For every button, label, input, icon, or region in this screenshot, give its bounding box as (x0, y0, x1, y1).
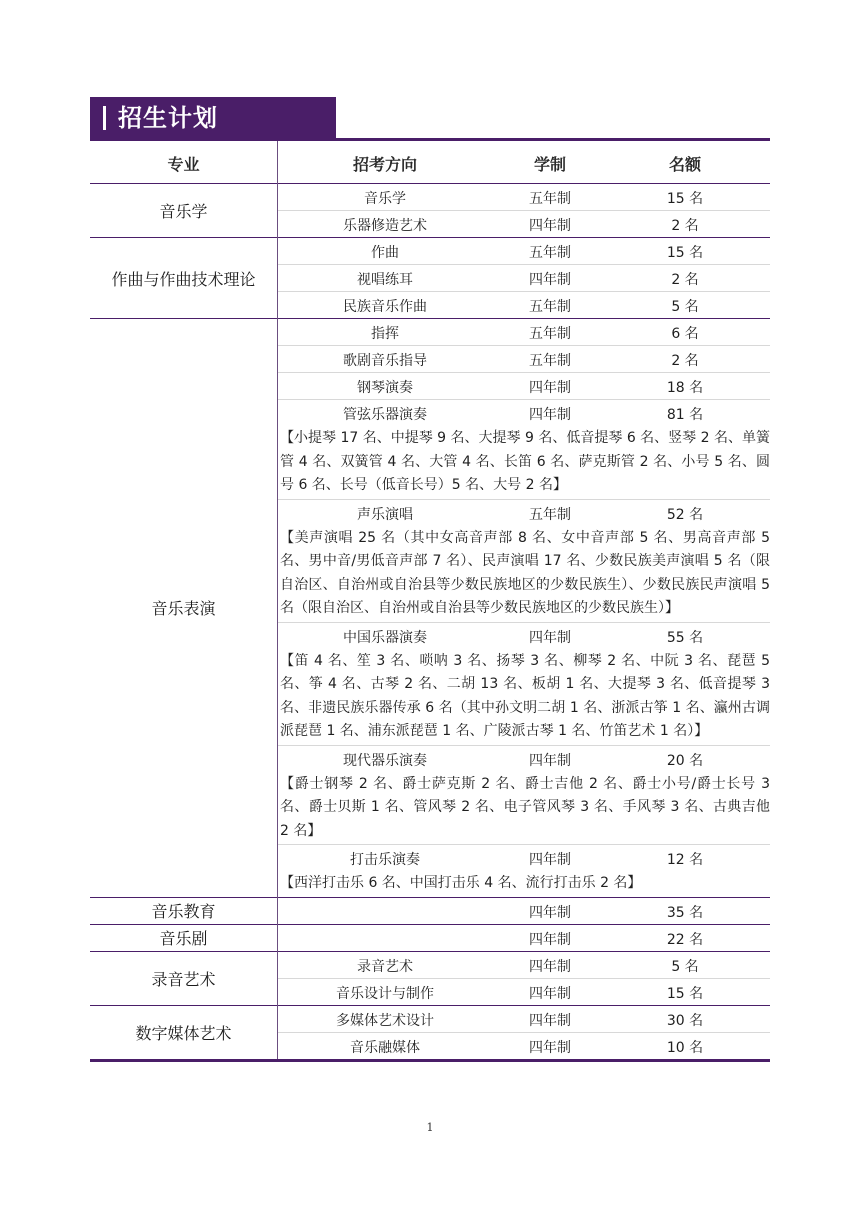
direction-cell: 指挥 (371, 326, 399, 342)
major-name: 音乐表演 (151, 599, 216, 619)
table-row (278, 291, 770, 318)
major-name: 作曲与作曲技术理论 (111, 269, 256, 289)
system-cell: 四年制 (529, 272, 571, 288)
direction-note: 【笛 4 名、笙 3 名、唢呐 3 名、扬琴 3 名、柳琴 2 名、中阮 3 名、琵琶 5 名、筝 4 名、古琴 2 名、二胡 13 名、板胡 1 名、大提琴 3 名、低音提琴 3 名、非遗民族乐器传承 6 名（其中孙文明二胡 1 名、浙派古筝 1 名、瀛州古调派琵琶 1 名、浦东派琵琶 1 名、广陵派古琴 1 名、竹笛艺术 1 名）】 (280, 652, 770, 739)
quota-cell: 15 名 (666, 191, 704, 207)
direction-cell: 音乐学 (364, 191, 406, 207)
table-row (278, 345, 770, 372)
direction-cell: 作曲 (371, 245, 399, 261)
direction-note: 【西洋打击乐 6 名、中国打击乐 4 名、流行打击乐 2 名】 (280, 875, 642, 891)
quota-cell: 22 名 (666, 931, 704, 948)
system-cell: 四年制 (529, 752, 571, 769)
quota-cell: 2 名 (671, 272, 699, 288)
quota-cell: 20 名 (666, 752, 704, 769)
direction-cell: 打击乐演奏 (350, 852, 420, 868)
quota-cell: 52 名 (666, 506, 704, 523)
column-divider (277, 141, 278, 1059)
direction-cell: 音乐设计与制作 (336, 985, 434, 1002)
enrollment-table (90, 141, 770, 1062)
major-name: 音乐学 (159, 202, 208, 221)
system-cell: 四年制 (529, 904, 571, 921)
system-cell: 四年制 (529, 852, 571, 868)
table-row (278, 978, 770, 1005)
direction-cell: 歌剧音乐指导 (343, 353, 427, 369)
quota-cell: 81 名 (666, 407, 704, 423)
quota-cell: 2 名 (671, 218, 699, 234)
table-row (278, 1006, 770, 1032)
direction-note: 【美声演唱 25 名（其中女高音声部 8 名、女中音声部 5 名、男高音声部 5 名、男中音/男低音声部 7 名）、民声演唱 17 名、少数民族美声演唱 5 名（限自治区、自治州或自治县等少数民族地区的少数民族生）、少数民族民声演唱 5 名（限自治区、自治州或自治县等少数民族地区的少数民族生）】 (280, 529, 770, 616)
direction-cell: 乐器修造艺术 (343, 218, 427, 234)
quota-cell: 18 名 (666, 380, 704, 396)
quota-cell: 55 名 (666, 629, 704, 646)
quota-cell: 35 名 (666, 904, 704, 921)
table-row (278, 952, 770, 978)
table-row (278, 898, 770, 924)
direction-cell: 多媒体艺术设计 (336, 1012, 434, 1029)
table-row (278, 925, 770, 951)
table-row (278, 264, 770, 291)
system-cell: 四年制 (529, 985, 571, 1002)
major-group (90, 924, 770, 951)
major-group (90, 1005, 770, 1059)
table-bottom-rule (90, 1059, 770, 1062)
major-group (90, 237, 770, 318)
title-marker (103, 106, 106, 130)
system-cell: 五年制 (529, 326, 571, 342)
major-name: 录音艺术 (151, 969, 216, 989)
table-row (278, 319, 770, 345)
quota-cell: 15 名 (666, 245, 704, 261)
major-group (90, 183, 770, 237)
table-row (278, 745, 770, 772)
table-row (278, 238, 770, 264)
major-group (90, 318, 770, 897)
system-cell: 四年制 (529, 931, 571, 948)
direction-cell: 中国乐器演奏 (343, 629, 427, 646)
quota-cell: 10 名 (666, 1039, 704, 1056)
page-number: 1 (426, 1121, 434, 1134)
major-name: 数字媒体艺术 (135, 1023, 232, 1043)
major-name: 音乐教育 (151, 902, 216, 921)
table-header (90, 141, 770, 183)
quota-cell: 2 名 (671, 353, 699, 369)
direction-cell: 钢琴演奏 (357, 380, 413, 396)
major-group (90, 951, 770, 1005)
table-row (278, 210, 770, 237)
table-row (278, 399, 770, 426)
direction-note: 【爵士钢琴 2 名、爵士萨克斯 2 名、爵士吉他 2 名、爵士小号/爵士长号 3 名、爵士贝斯 1 名、管风琴 2 名、电子管风琴 3 名、手风琴 3 名、古典吉他 2 名】 (280, 775, 770, 839)
table-row (278, 372, 770, 399)
header-major: 专业 (167, 155, 200, 174)
section-title-text: 招生计划 (118, 104, 218, 132)
quota-cell: 15 名 (666, 985, 704, 1002)
system-cell: 五年制 (529, 353, 571, 369)
section-title (90, 97, 336, 139)
system-cell: 四年制 (529, 407, 571, 423)
major-group (90, 897, 770, 924)
direction-cell: 音乐融媒体 (350, 1039, 420, 1056)
direction-note: 【小提琴 17 名、中提琴 9 名、大提琴 9 名、低音提琴 6 名、竖琴 2 名、单簧管 4 名、双簧管 4 名、大管 4 名、长笛 6 名、萨克斯管 2 名、小号 5 名、圆号 6 名、长号（低音长号）5 名、大号 2 名】 (280, 430, 770, 493)
system-cell: 四年制 (529, 1039, 571, 1056)
direction-cell: 民族音乐作曲 (343, 299, 427, 315)
header-direction: 招考方向 (352, 155, 417, 174)
direction-cell: 管弦乐器演奏 (343, 407, 427, 423)
header-quota: 名额 (668, 155, 701, 174)
direction-cell: 视唱练耳 (357, 272, 413, 288)
system-cell: 五年制 (529, 299, 571, 315)
direction-cell: 声乐演唱 (357, 506, 413, 523)
system-cell: 四年制 (529, 218, 571, 234)
direction-cell: 现代器乐演奏 (343, 752, 427, 769)
quota-cell: 30 名 (666, 1012, 704, 1029)
major-name: 音乐剧 (159, 929, 208, 948)
table-row (278, 844, 770, 871)
table-row (278, 499, 770, 526)
system-cell: 四年制 (529, 958, 571, 975)
quota-cell: 12 名 (666, 852, 704, 868)
system-cell: 四年制 (529, 1012, 571, 1029)
system-cell: 五年制 (529, 506, 571, 523)
quota-cell: 5 名 (671, 299, 699, 315)
system-cell: 五年制 (529, 245, 571, 261)
header-system: 学制 (533, 155, 566, 174)
table-row (278, 184, 770, 210)
table-body (90, 183, 770, 1059)
quota-cell: 6 名 (671, 326, 699, 342)
system-cell: 四年制 (529, 380, 571, 396)
table-row (278, 622, 770, 649)
system-cell: 五年制 (529, 191, 571, 207)
system-cell: 四年制 (529, 629, 571, 646)
direction-cell: 录音艺术 (357, 958, 413, 975)
quota-cell: 5 名 (671, 958, 699, 975)
table-row (278, 1032, 770, 1059)
